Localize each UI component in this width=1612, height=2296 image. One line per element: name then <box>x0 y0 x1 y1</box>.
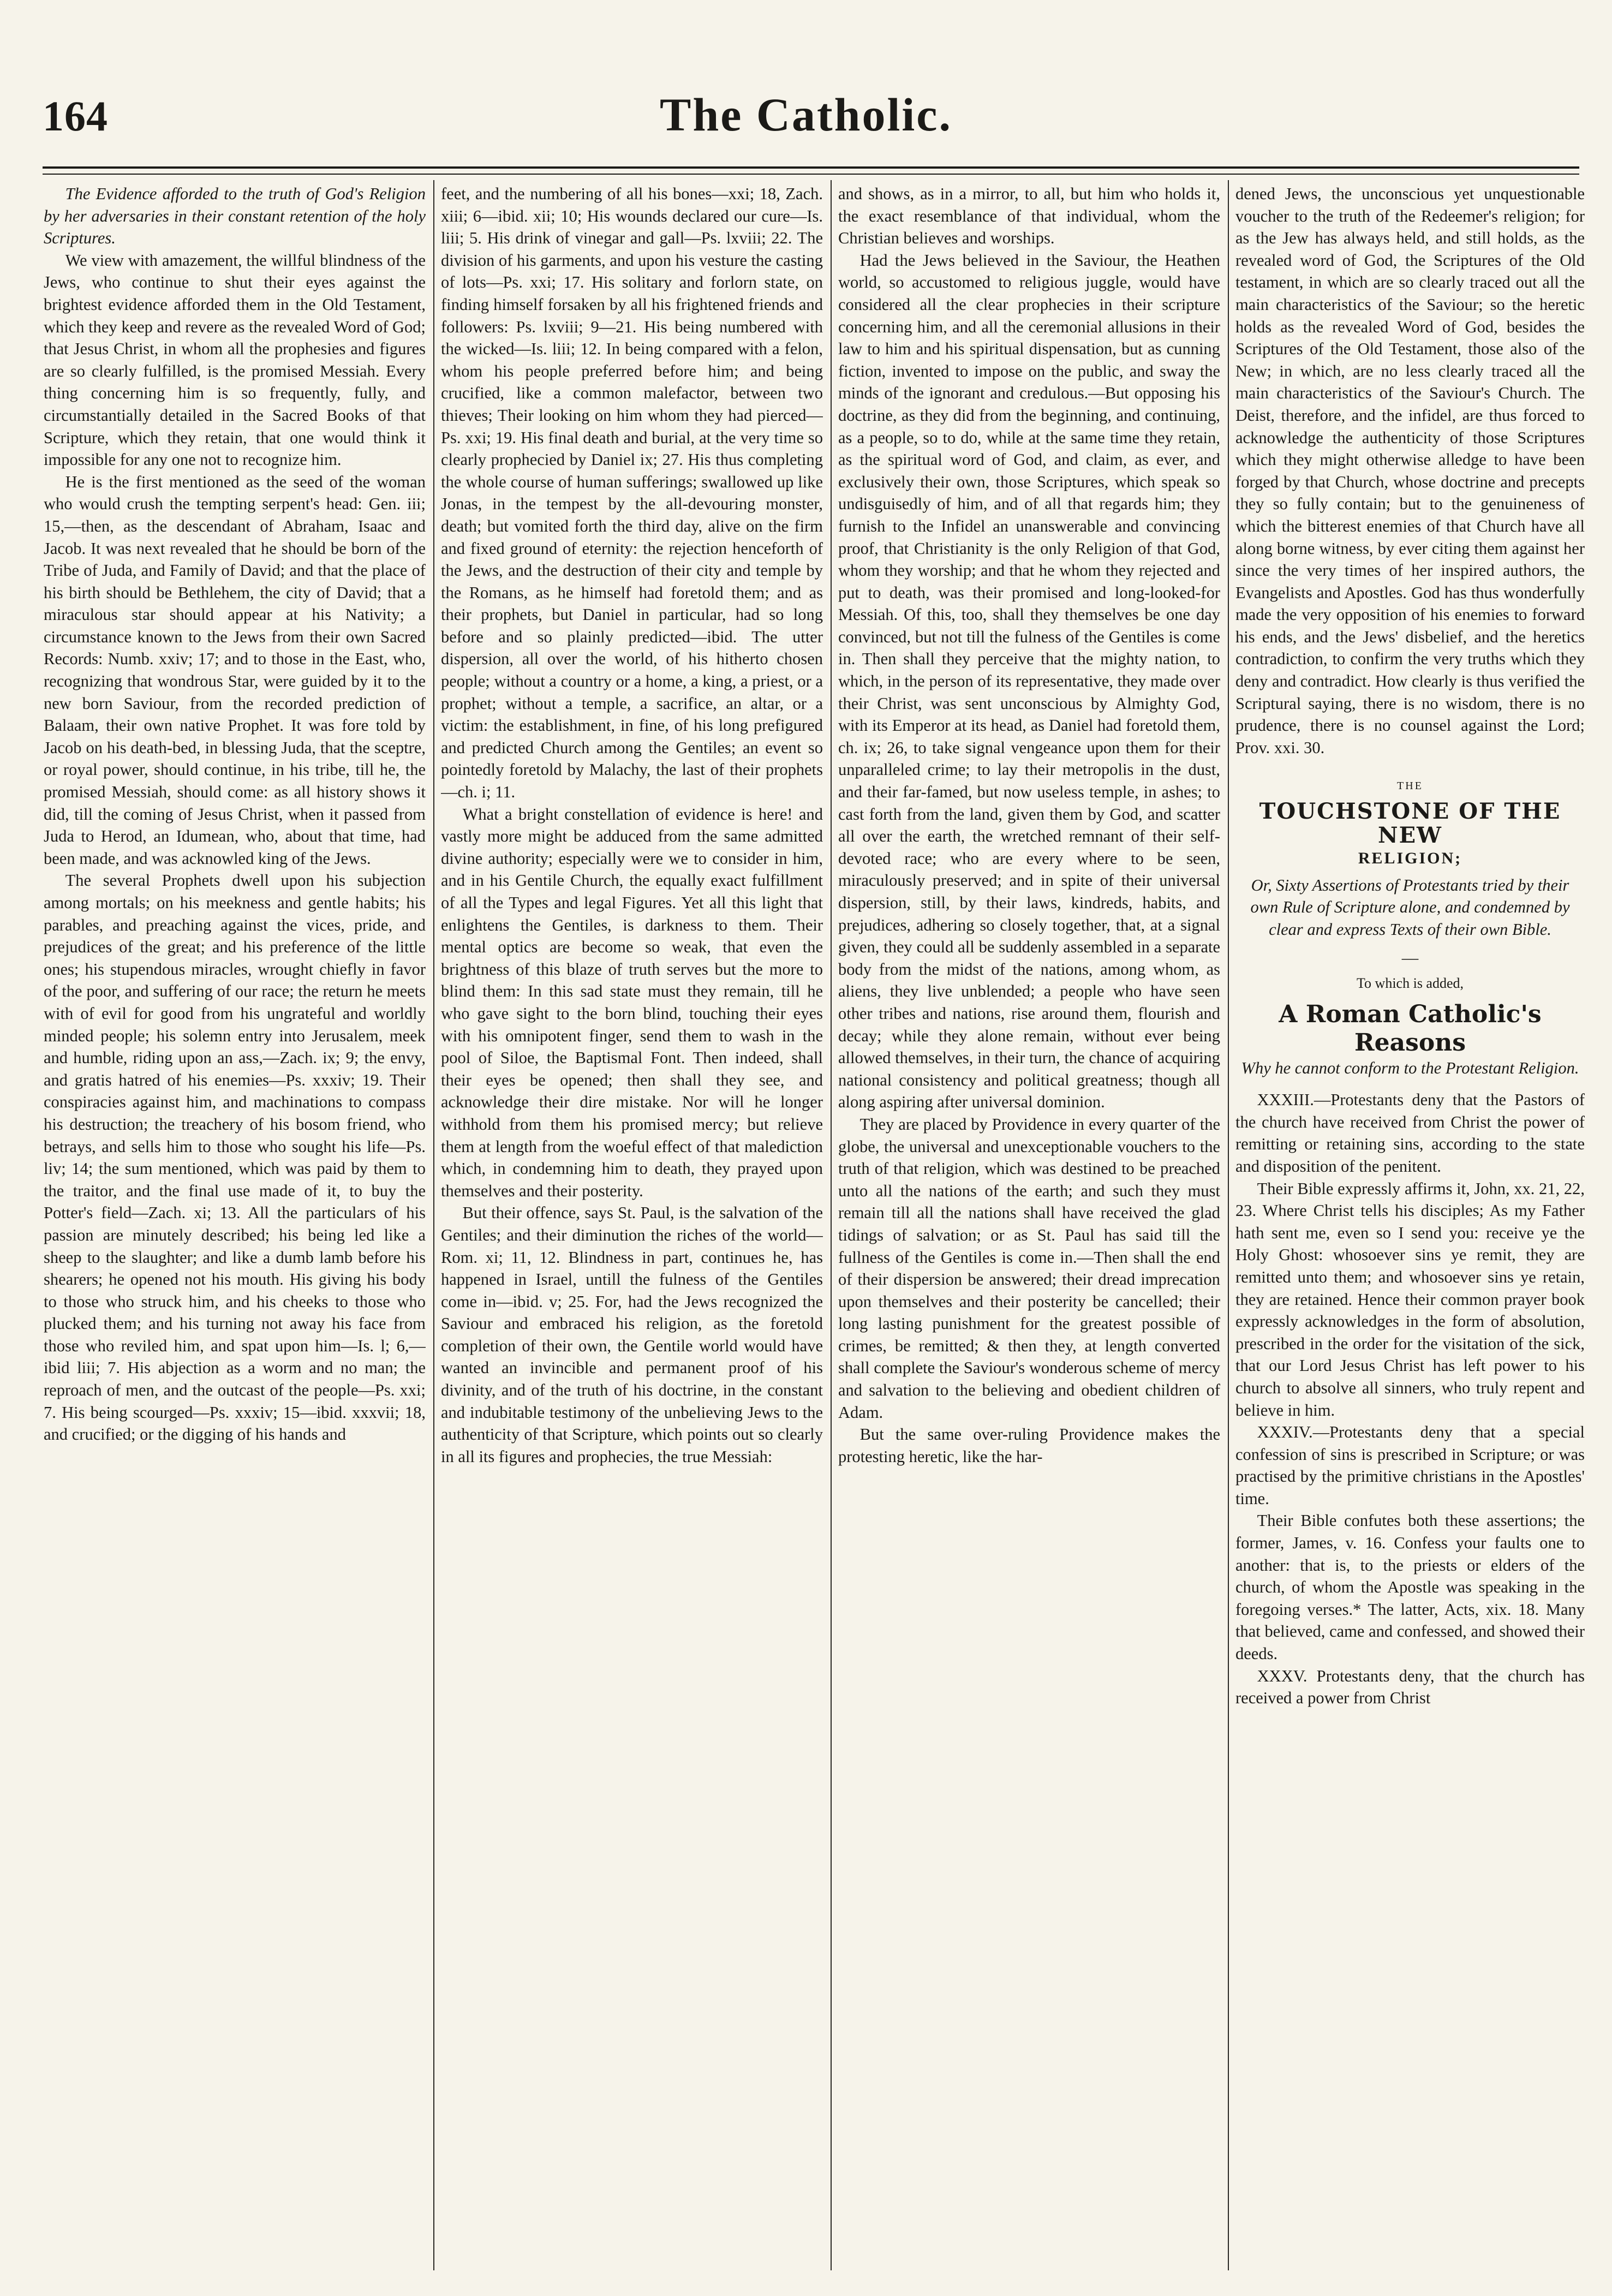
article-paragraph: and shows, as in a mirror, to all, but him who holds it, the exact resemblance of that individual, whom the Christian believes and worships. <box>838 184 1220 248</box>
section-the-label: THE <box>1397 780 1423 792</box>
reasons-title: A Roman Catholic's Reasons <box>1279 1000 1542 1057</box>
article-paragraph: He is the first mentioned as the seed of the woman who would crush the tempting serpent's head: Gen. iii; 15,—then, as the descendant of Abraham, Isaac and Jacob. It was next revealed that he should be born of the Tribe of Juda, and Family of David; and that the place of his birth should be Bethlehem, the city of David; that a miraculous star should appear at his Nativity; a circumstance known to the Jews from their own Sacred Records: Numb. xxiv; 17; and to those in the East, who, recognizing that wondrous Star, were guided by it to the new born Saviour, from the recorded prediction of Balaam, their own native Prophet. It was fore told by Jacob on his death-bed, in blessing Juda, that the sceptre, or royal power, should continue, in his tribe, till he, the promised Messiah, should come: as all history shows it did, till the coming of Jesus Christ, when it passed from Juda to Herod, an Idumean, who, about that time, had been made, and was acknowled king of the Jews. <box>44 472 426 868</box>
assertion-paragraph: XXXIV.—Protestants deny that a special confession of sins is prescribed in Scripture; or was practised by the primitive christians in the Apostles' time. <box>1235 1423 1585 1508</box>
article-paragraph: We view with amazement, the willful blindness of the Jews, who continue to shut their eyes against the brightest evidence afforded them in the Old Testament, which they keep and revere as the revealed Word of God; that Jesus Christ, in whom all the prophesies and figures are so clearly fulfilled, is the promised Messiah. Every thing concerning him is so frequently, fully, and circumstantially detailed in the Sacred Books of that Scripture, which they retain, that one would think it impossible for any one not to recognize him. <box>44 251 426 469</box>
column-2 <box>441 183 823 2268</box>
article-paragraph: They are placed by Providence in every quarter of the globe, the universal and unexceptionable vouchers to the truth of that religion, which was destined to be preached unto all the nations of the earth; and such they must remain till all the nations shall have received the glad tidings of salvation; or as St. Paul has said till the fullness of the Gentiles is come in.—Then shall the end of their dispersion be answered; their dread imprecation upon themselves and their posterity be cancelled; their long lasting punishment for the greatest possible of crimes, be remitted; & then they, at length converted shall complete the Saviour's wonderous scheme of mercy and salvation to the believing and obedient children of Adam. <box>838 1114 1220 1422</box>
article-paragraph: Had the Jews believed in the Saviour, the Heathen world, so accustomed to religious juggle, would have considered all the clear prophecies in their scripture concerning him, and all the ceremonial allusions in their law to him and his spiritual dispensation, but as cunning fiction, invented to impose on the public, and sway the minds of the ignorant and credulous.—But opposing his doctrine, as they did from the beginning, and continuing, as a people, so to do, while at the same time they retain, as the spiritual word of God, and claim, as ever, and exclusively their own, those Scriptures, which speak so undisguisedly of him, and of all that regards him; they furnish to the Infidel an unanswerable and convincing proof, that Christianity is the only Religion of that God, whom they worship; and that he whom they rejected and put to death, was their promised and long-looked-for Messiah. Of this, too, shall they themselves be one day convinced, but not till the fulness of the Gentiles is come in. Then shall they perceive that the mighty nation, to which, in the person of its representative, they made over their Christ, was sent unconscious by Almighty God, with its Emperor at its head, as Daniel had foretold them, ch. ix; 26, to take signal vengeance upon them for their unparalleled crime; to lay their metropolis in the dust, and their far-famed, but now useless temple, in ashes; to cast forth from the land, given them by God, and scatter all over the earth, the wretched remnant of their self-devoted race; who are every where to be seen, miraculously preserved; and in spite of their universal dispersion, still, by their laws, kindreds, habits, and prejudices, adhering so closely together, that, at a signal given, they could all be suddenly assembled in a separate body from the midst of the nations, among whom, as aliens, they live unblended; a people who have seen other tribes and nations, rise around them, flourish and decay; while they alone remain, without ever being allowed themselves, in their turn, the chance of acquiring national consistency and political greatness; though all along aspiring after universal dominion. <box>838 251 1220 1112</box>
article-paragraph: What a bright constellation of evidence is here! and vastly more might be adduced from the same admitted divine authority; especially were we to consider in him, and in his Gentile Church, the equally exact fulfillment of all the Types and legal Figures. Yet all this light that enlightens the Gentiles, is darkness to them. Their mental optics are become so weak, that even the brightness of this blaze of truth serves but the more to blind them: In this sad state must they remain, till he who gave sight to the born blind, touching their eyes with his omnipotent finger, send them to wash in the pool of Siloe, the Baptismal Font. Then indeed, shall their eyes be opened; then shall they see, and acknowledge their dire mistake. Nor will he longer withhold from them his promised mercy; but relieve them at length from the woeful effect of that malediction which, in condemning him to death, they prayed upon themselves and their posterity. <box>441 804 823 1200</box>
paper-title: The Catholic. <box>660 88 952 141</box>
touchstone-title: TOUCHSTONE OF THE NEW <box>1259 798 1561 849</box>
article-paragraph: feet, and the numbering of all his bones—xxi; 18, Zach. xiii; 6—ibid. xii; 10; His wounds declared our cure—Is. liii; 5. His drink of vinegar and gall—Ps. lxviii; 22. The division of his garments, and upon his vesture the casting of lots—Ps. xxi; 17. His solitary and forlorn state, on finding himself forsaken by all his frightened friends and followers: Ps. lxviii; 9—21. His being numbered with the wicked—Is. liii; 12. In being compared with a felon, whom his people preferred before him; and being crucified, like a common malefactor, between two thieves; Their looking on him whom they had pierced—Ps. xxi; 19. His final death and burial, at the very time so clearly prophecied by Daniel ix; 27. His thus completing the whole course of human sufferings; swallowed up like Jonas, in the tempest by the all-devouring monster, death; but vomited forth the third day, alive on the firm and fixed ground of eternity: the rejection henceforth of the Jews, and the destruction of their city and temple by the Romans, as he himself had foretold them; and as their prophets, but Daniel in particular, had so long before and so plainly predicted—ibid. The utter dispersion, all over the world, of his hitherto chosen people; without a country or a home, a king, a priest, or a prophet; without a temple, a sacrifice, an altar, or a victim: the establishment, in fine, of his long prefigured and predicted Church among the Gentiles; an event so pointedly foretold by Malachy, the last of their prophets—ch. i; 11. <box>441 184 823 802</box>
assertion-paragraph: XXXIII.—Protestants deny that the Pastors of the church have received from Christ the power of remitting or retaining sins, according to the state and disposition of the penitent. <box>1235 1090 1585 1176</box>
column-4 <box>1235 183 1585 2268</box>
column-divider <box>831 180 832 2270</box>
assertion-paragraph: Their Bible expressly affirms it, John, xx. 21, 22, 23. Where Christ tells his disciples; As my Father hath sent me, even so I send you: receive ye the Holy Ghost: whosoever sins ye remit, they are remitted unto them; and whosoever sins ye retain, they are retained. Hence their common prayer book expressly acknowledges in the form of absolution, prescribed in the order for the visitation of the sick, that our Lord Jesus Christ has left power to his church to absolve all sinners, who truly repent and believe in him. <box>1235 1179 1585 1420</box>
reasons-subtitle: Why he cannot conform to the Protestant Religion. <box>1241 1058 1579 1077</box>
header-rule <box>43 166 1579 169</box>
article-paragraph: The several Prophets dwell upon his subjection among mortals; on his meekness and gentle habits; his parables, and preaching against the vices, pride, and prejudices of the great; and his preference of the little ones; his stupendous miracles, wrought chiefly in favor of the poor, and suffering of our race; the return he meets with of evil for good from his ungrateful and worldly minded people; his solemn entry into Jerusalem, meek and humble, riding upon an ass,—Zach. ix; 9; the envy, and gratis hatred of his enemies—Ps. xxxiv; 19. Their conspiracies against him, and machinations to compass his destruction; the treachery of his bosom friend, who betrays, and sells him to those who sought his life—Ps. liv; 14; the sum mentioned, which was paid by them to the traitor, and the final use made of it, to buy the Potter's field—Zach. xi; 13. All the particulars of his passion are minutely described; his being led like a sheep to the slaughter; and like a dumb lamb before his shearers; he opened not his mouth. His giving his body to those who struck him, and his cheeks to those who plucked them; and his turning not away his face from those who reviled him, and spat upon him—Is. l; 6,—ibid liii; 7. His abjection as a worm and no man; the reproach of men, and the outcast of the people—Ps. xxi; 7. His being scourged—Ps. xxxiv; 15—ibid. xxxvii; 18, and crucified; or the digging of his hands and <box>44 871 426 1444</box>
column-3 <box>838 183 1220 2268</box>
page-number: 164 <box>43 92 108 140</box>
article-paragraph: But their offence, says St. Paul, is the salvation of the Gentiles; and their diminution the riches of the world—Rom. xi; 11, 12. Blindness in part, continues he, has happened in Israel, untill the fulness of the Gentiles come in—ibid. v; 25. For, had the Jews recognized the Saviour and embraced his religion, as the foretold completion of their own, the Gentile world would have wanted an invincible and permanent proof of his divinity, and of the truth of his doctrine, in the constant and indubitable testimony of the unbelieving Jews to the authenticity of that Scripture, which points out so clearly in all its figures and prophecies, the true Messiah: <box>441 1203 823 1466</box>
touchstone-description: Or, Sixty Assertions of Protestants tried by their own Rule of Scripture alone, and condemned by clear and express Texts of their own Bible. <box>1250 875 1570 939</box>
header-rule-thin <box>43 174 1579 175</box>
article-heading: The Evidence afforded to the truth of God's Religion by her adversaries in their constant retention of the holy Scriptures. <box>44 184 426 248</box>
column-divider <box>433 180 434 2270</box>
section-dash: — <box>1401 949 1419 968</box>
assertion-paragraph: XXXV. Protestants deny, that the church has received a power from Christ <box>1235 1666 1585 1708</box>
assertion-paragraph: Their Bible confutes both these assertions; the former, James, v. 16. Confess your faults one to another: that is, to the priests or elders of the church, of whom the Apostle was speaking in the foregoing verses.* The latter, Acts, xix. 18. Many that believed, came and confessed, and showed their deeds. <box>1235 1511 1585 1663</box>
article-paragraph: dened Jews, the unconscious yet unquestionable voucher to the truth of the Redeemer's religion; for as the Jew has always held, and still holds, as the revealed word of God, the Scriptures of the Old testament, in which are so clearly traced out all the main characteristics of the Saviour; so the heretic holds as the revealed Word of God, besides the Scriptures of the Old Testament, those also of the New; in which, are no less clearly traced all the main characteristics of the Saviour's Church. The Deist, therefore, and the infidel, are thus forced to acknowledge the authenticity of those Scriptures which they might otherwise alledge to have been forged by that Church, whose doctrine and precepts they so fully contain; but to the genuineness of which the bitterest enemies of that Church have all along borne witness, by ever citing them against her since the very times of her inspired authors, the Evangelists and Apostles. God has thus wonderfully made the very opposition of his enemies to forward his ends, and the Jews' disbelief, and the heretics contradiction, to confirm the very truths which they deny and contradict. How clearly is thus verified the Scriptural saying, there is no wisdom, there is no prudence, there is no counsel against the Lord; Prov. xxi. 30. <box>1235 184 1585 757</box>
touchstone-subtitle: RELIGION; <box>1358 849 1462 868</box>
article-paragraph: But the same over-ruling Providence makes the protesting heretic, like the har- <box>838 1425 1220 1466</box>
column-divider <box>1228 180 1229 2270</box>
column-1 <box>44 183 426 2268</box>
added-note: To which is added, <box>1356 975 1464 991</box>
